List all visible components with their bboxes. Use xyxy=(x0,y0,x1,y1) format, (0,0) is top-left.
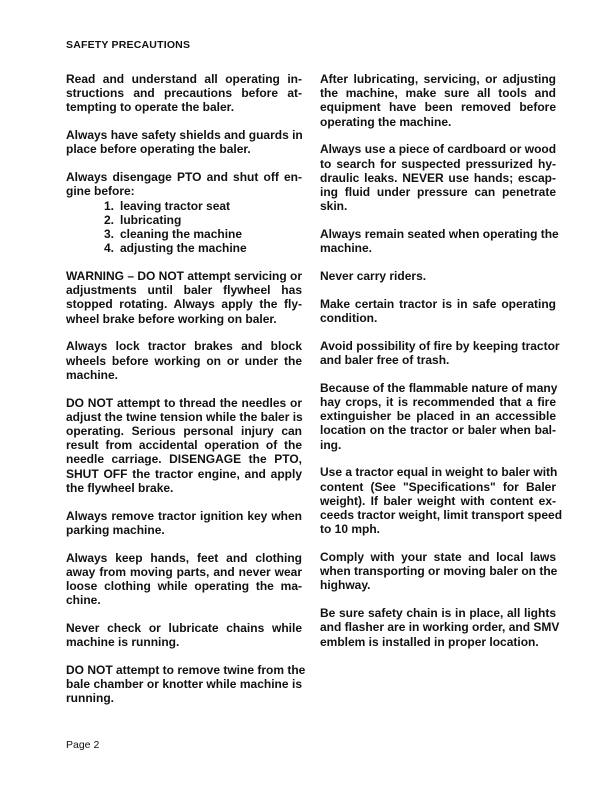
paragraph-line: machine. xyxy=(66,367,119,382)
paragraph-line: Comply with your state and local laws xyxy=(320,550,556,565)
paragraph-line: place before operating the baler. xyxy=(66,142,251,157)
paragraph-line: equipment have been removed before xyxy=(320,100,556,115)
paragraph-line: result from accidental operation of the xyxy=(66,438,302,453)
paragraph-line: away from moving parts, and never wear xyxy=(66,564,302,579)
paragraph-line: and baler free of trash. xyxy=(320,353,450,368)
paragraph-line: Because of the flammable nature of many xyxy=(320,380,558,395)
paragraph-line: wheel brake before working on baler. xyxy=(66,311,277,326)
left-column xyxy=(66,72,306,719)
paragraph-line: Use a tractor equal in weight to baler with xyxy=(320,465,558,480)
paragraph-line: operating the machine. xyxy=(320,114,452,129)
safety-paragraph xyxy=(66,170,302,255)
paragraph-line: adjustments until baler flywheel has xyxy=(66,283,302,298)
safety-paragraph xyxy=(320,269,556,283)
paragraph-line: condition. xyxy=(320,311,378,326)
list-item xyxy=(66,199,302,213)
paragraph-line: content (See "Specifications" for Baler xyxy=(320,479,556,494)
safety-paragraph xyxy=(320,297,556,325)
paragraph-line: After lubricating, servicing, or adjusting xyxy=(320,72,556,86)
paragraph-line: ceeds tractor weight, limit transport speed xyxy=(320,508,563,523)
paragraph-line: bale chamber or knotter while machine is xyxy=(66,677,302,692)
list-item xyxy=(66,227,302,241)
safety-paragraph xyxy=(320,550,556,593)
paragraph-line: ing. xyxy=(320,437,342,452)
paragraph-line: location on the tractor or baler when bal- xyxy=(320,423,556,438)
list-number: 1. xyxy=(104,198,115,213)
numbered-list xyxy=(66,199,302,256)
paragraph-line: DO NOT attempt to thread the needles or xyxy=(66,395,302,410)
paragraph-line: extinguisher be placed in an accessible xyxy=(320,409,556,424)
paragraph-line: operating. Serious personal injury can xyxy=(66,424,302,439)
paragraph-line: draulic leaks. NEVER use hands; escap- xyxy=(320,170,556,185)
right-column xyxy=(320,72,563,662)
paragraph-line: the machine, make sure all tools and xyxy=(320,86,556,101)
paragraph-line: loose clothing while operating the ma- xyxy=(66,579,302,594)
list-item xyxy=(66,213,302,227)
list-number: 4. xyxy=(104,241,115,256)
safety-paragraph xyxy=(320,465,563,537)
paragraph-line: Always lock tractor brakes and block xyxy=(66,339,302,354)
safety-paragraph xyxy=(320,227,559,256)
safety-paragraph xyxy=(320,72,556,129)
safety-paragraph xyxy=(320,606,560,649)
paragraph-line: SHUT OFF the tractor engine, and apply xyxy=(66,466,302,481)
paragraph-line: hay crops, it is recommended that a fire xyxy=(320,395,556,410)
paragraph-line: structions and precautions before at- xyxy=(66,86,302,101)
paragraph-line: WARNING – DO NOT attempt servicing or xyxy=(66,269,303,284)
list-number: 2. xyxy=(104,212,115,227)
paragraph-line: needle carriage. DISENGAGE the PTO, xyxy=(66,452,302,467)
safety-paragraph xyxy=(66,663,306,706)
safety-paragraph xyxy=(66,269,302,326)
paragraph-line: Always remain seated when operating the xyxy=(320,227,559,242)
paragraph-line: adjust the twine tension while the baler is xyxy=(66,409,303,424)
safety-paragraph xyxy=(320,142,556,213)
list-item xyxy=(66,241,302,255)
paragraph-line: Always keep hands, feet and clothing xyxy=(66,550,302,565)
safety-paragraph xyxy=(66,621,302,649)
paragraph-line: gine before: xyxy=(66,184,135,199)
safety-paragraph xyxy=(320,338,560,368)
page-number: Page 2 xyxy=(66,739,100,751)
paragraph-line: and flasher are in working order, and SMV xyxy=(320,620,560,635)
paragraph-line: emblem is installed in proper location. xyxy=(320,634,539,649)
paragraph-line: ing fluid under pressure can penetrate xyxy=(320,185,556,200)
paragraph-line: machine. xyxy=(320,241,373,256)
paragraph-line: Be sure safety chain is in place, all lights xyxy=(320,606,556,621)
safety-paragraph xyxy=(320,381,556,452)
paragraph-line: the flywheel brake. xyxy=(66,480,174,495)
paragraph-line: to search for suspected pressurized hy- xyxy=(320,156,556,171)
safety-paragraph xyxy=(66,72,302,115)
paragraph-line: to 10 mph. xyxy=(320,522,381,537)
paragraph-line: when transporting or moving baler on the xyxy=(320,564,558,579)
paragraph-line: Always have safety shields and guards in xyxy=(66,128,303,143)
paragraph-line: machine is running. xyxy=(66,635,180,650)
paragraph-line: Make certain tractor is in safe operating xyxy=(320,296,556,311)
paragraph-line: Always disengage PTO and shut off en- xyxy=(66,170,302,185)
paragraph-line: parking machine. xyxy=(66,522,165,537)
paragraph-line: wheels before working on or under the xyxy=(66,353,302,368)
safety-paragraph xyxy=(66,509,302,537)
paragraph-line: skin. xyxy=(320,199,348,214)
paragraph-line: stopped rotating. Always apply the fly- xyxy=(66,297,302,312)
paragraph-line: Never carry riders. xyxy=(320,269,427,284)
paragraph-line: Never check or lubricate chains while xyxy=(66,621,302,636)
section-header: SAFETY PRECAUTIONS xyxy=(66,39,191,51)
paragraph-line: Read and understand all operating in- xyxy=(66,72,302,86)
safety-paragraph xyxy=(66,551,302,608)
paragraph-line: Always remove tractor ignition key when xyxy=(66,508,302,523)
paragraph-line: chine. xyxy=(66,593,101,608)
list-text: adjusting the machine xyxy=(120,241,247,256)
paragraph-line: DO NOT attempt to remove twine from the xyxy=(66,663,306,678)
list-text: cleaning the machine xyxy=(120,227,243,242)
list-number: 3. xyxy=(104,227,115,242)
paragraph-line: tempting to operate the baler. xyxy=(66,100,235,115)
safety-paragraph xyxy=(66,339,302,382)
safety-paragraph xyxy=(66,396,302,495)
paragraph-line: Avoid possibility of fire by keeping tractor xyxy=(320,338,560,353)
paragraph-line: Always use a piece of cardboard or wood xyxy=(320,142,557,157)
list-text: leaving tractor seat xyxy=(120,198,231,213)
paragraph-line: highway. xyxy=(320,578,371,593)
paragraph-line: running. xyxy=(66,691,114,706)
safety-paragraph xyxy=(66,128,302,156)
list-text: lubricating xyxy=(120,212,182,227)
paragraph-line: weight). If baler weight with content ex- xyxy=(320,493,556,508)
